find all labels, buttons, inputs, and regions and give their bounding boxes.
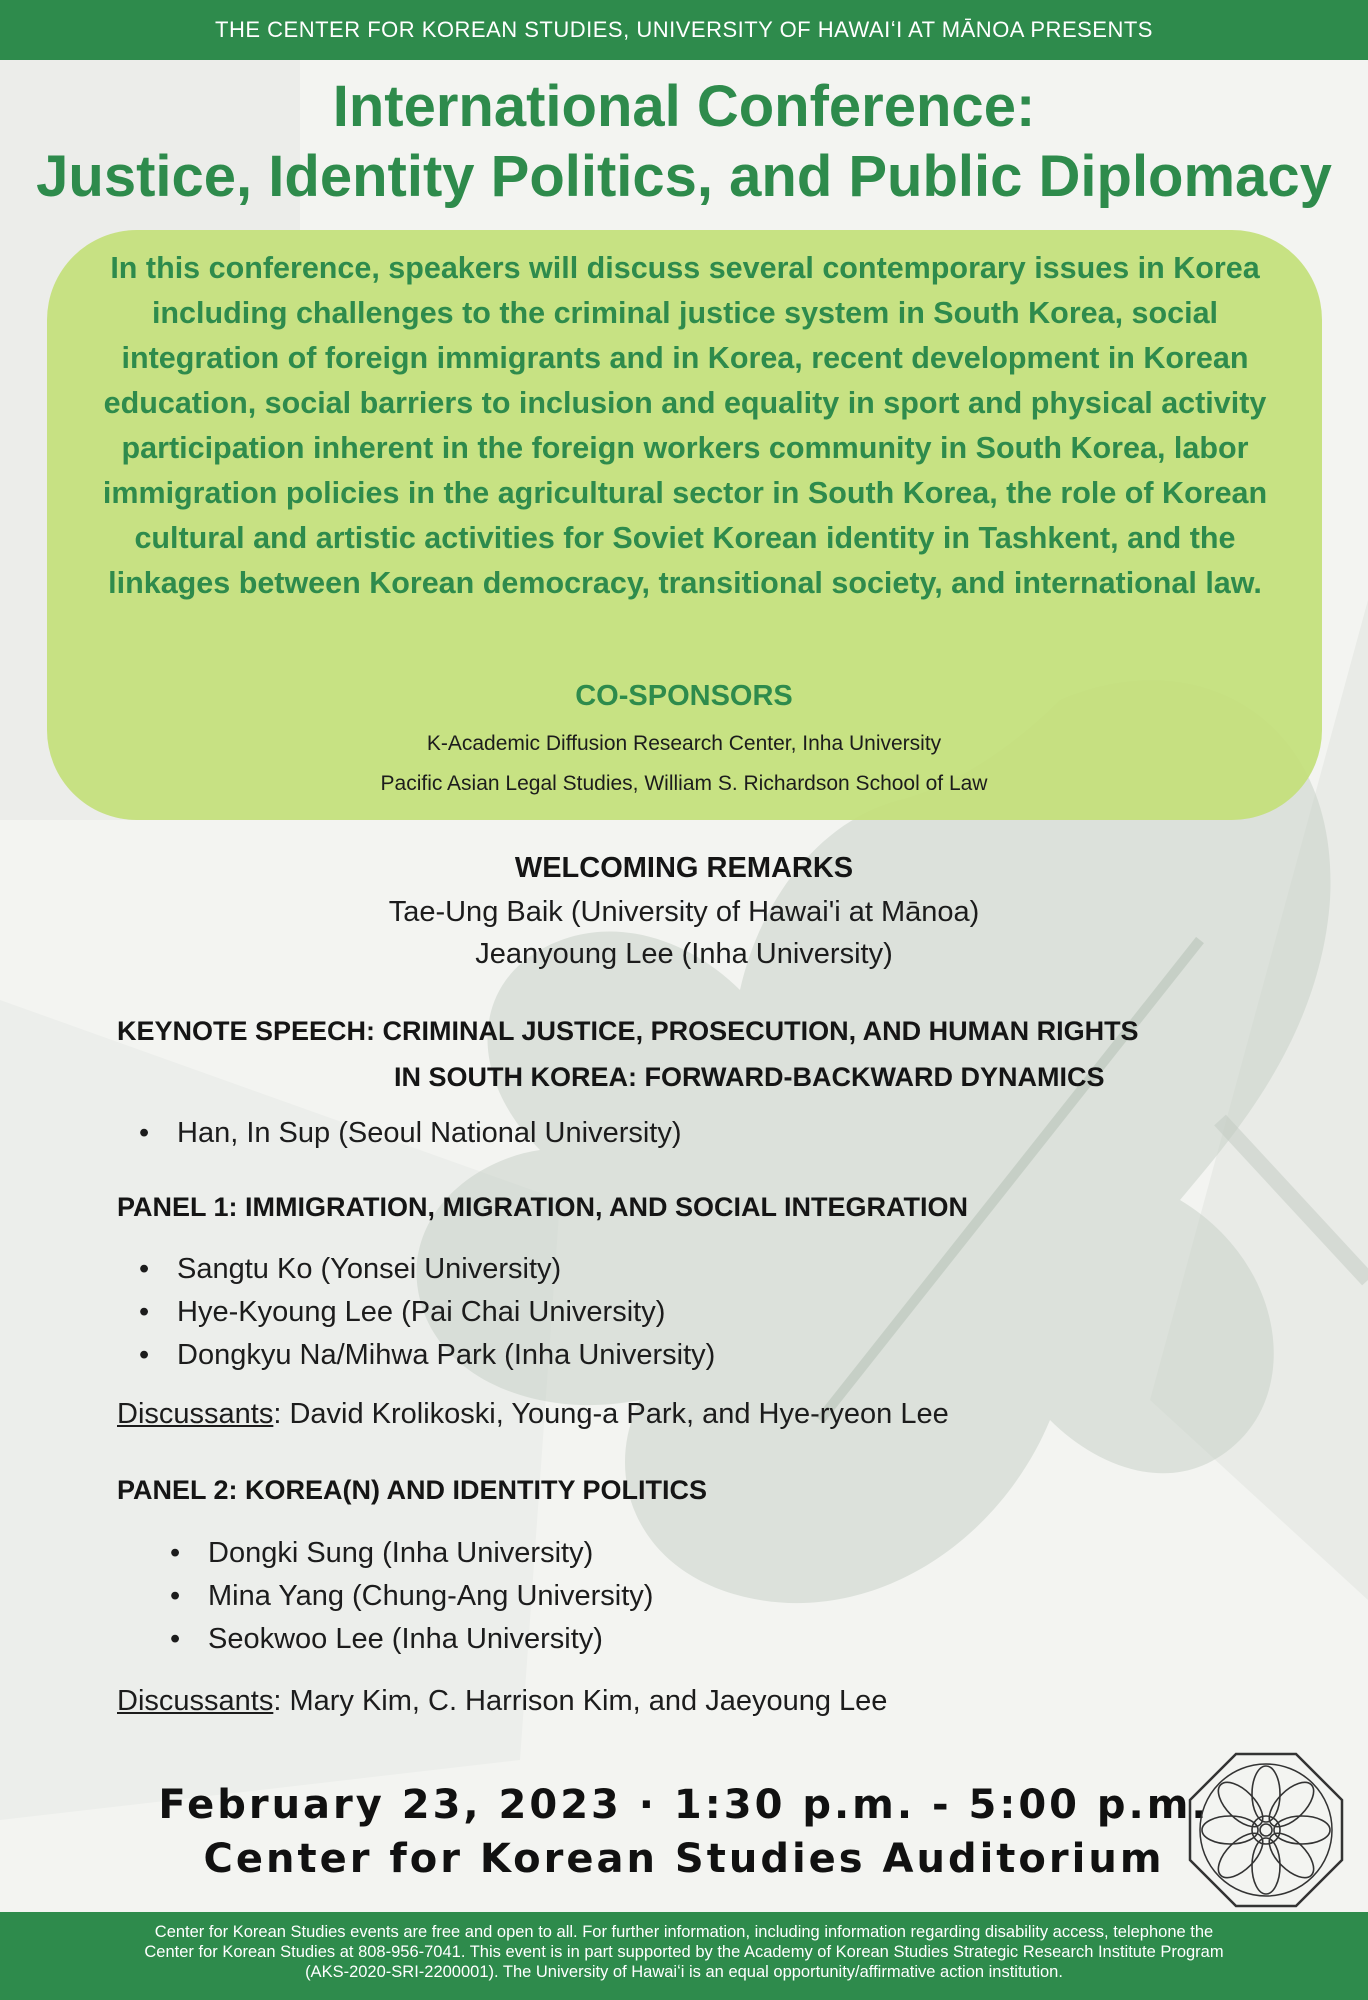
keynote-heading-line-2: IN SOUTH KOREA: FORWARD-BACKWARD DYNAMICS [394, 1062, 1105, 1092]
panel-2-speaker-list [208, 1532, 653, 1661]
panel-2-heading: PANEL 2: KOREA(N) AND IDENTITY POLITICS [117, 1475, 708, 1505]
panel-2-speaker: • Mina Yang (Chung-Ang University) [208, 1575, 653, 1618]
discussants-label: Discussants [117, 1398, 274, 1430]
panel-2-discussants [117, 1685, 887, 1718]
presenter-banner: THE CENTER FOR KOREAN STUDIES, UNIVERSITY OF HAWAIʻI AT MĀNOA PRESENTS [0, 0, 1368, 60]
panel-1-discussants [117, 1398, 949, 1431]
panel-1-heading: PANEL 1: IMMIGRATION, MIGRATION, AND SOCIAL INTEGRATION [117, 1192, 968, 1222]
conference-title-line-1: International Conference: [332, 74, 1036, 139]
discussants-names: : Mary Kim, C. Harrison Kim, and Jaeyoung Lee [273, 1685, 888, 1717]
keynote-speaker-list [177, 1112, 682, 1155]
event-venue: Center for Korean Studies Auditorium [203, 1836, 1165, 1882]
korean-studies-seal-icon [1186, 1750, 1346, 1910]
panel-1-speaker: • Dongkyu Na/Mihwa Park (Inha University) [177, 1334, 715, 1377]
discussants-names: : David Krolikoski, Young-a Park, and Hye-ryeon Lee [273, 1398, 949, 1430]
keynote-heading-line-1: KEYNOTE SPEECH: CRIMINAL JUSTICE, PROSECUTION, AND HUMAN RIGHTS [117, 1016, 1139, 1046]
welcoming-remarks-heading: WELCOMING REMARKS [514, 852, 854, 884]
welcoming-speaker: Jeanyoung Lee (Inha University) [475, 938, 893, 970]
keynote-heading [117, 1008, 1217, 1100]
footer-line-3: (AKS-2020-SRI-2200001). The University of Hawaiʻi is an equal opportunity/affirmative action institution. [305, 1963, 1063, 1981]
panel-1-speaker-list [177, 1248, 715, 1377]
panel-2-speaker: • Seokwoo Lee (Inha University) [208, 1618, 653, 1661]
event-datetime: February 23, 2023 · 1:30 p.m. - 5:00 p.m. [158, 1782, 1210, 1828]
discussants-label: Discussants [117, 1685, 274, 1717]
footer-disclaimer [0, 1912, 1368, 2000]
footer-line-1: Center for Korean Studies events are free and open to all. For further information, including information regarding disability access, telephone the [154, 1923, 1214, 1941]
conference-title-line-2: Justice, Identity Politics, and Public Diplomacy [36, 144, 1332, 209]
panel-1-speaker: • Sangtu Ko (Yonsei University) [177, 1248, 715, 1291]
cosponsor-item: Pacific Asian Legal Studies, William S. Richardson School of Law [380, 772, 988, 795]
panel-1-speaker: • Hye-Kyoung Lee (Pai Chai University) [177, 1291, 715, 1334]
cosponsor-item: K-Academic Diffusion Research Center, Inha University [426, 732, 942, 755]
footer-line-2: Center for Korean Studies at 808-956-7041. This event is in part supported by the Academy of Korean Studies Strategic Research Institute Program [144, 1943, 1224, 1961]
conference-summary: In this conference, speakers will discuss several contemporary issues in Korea including challenges to the criminal justice system in South Korea, social integration of foreign immigrants and in Korea, recent development in Korean education, social barriers to inclusion and equality in sport and physical activity participation inherent in the foreign workers community in South Korea, labor immigration policies in the agricultural sector in South Korea, the role of Korean cultural and artistic activities for Soviet Korean identity in Tashkent, and the linkages between Korean democracy, transitional society, and international law. [102, 251, 1268, 600]
welcoming-speaker: Tae-Ung Baik (University of Hawai'i at Mānoa) [388, 896, 980, 928]
cosponsors-heading: CO-SPONSORS [575, 680, 793, 712]
conference-title [0, 72, 1368, 212]
keynote-speaker: • Han, In Sup (Seoul National University) [177, 1112, 682, 1155]
panel-2-speaker: • Dongki Sung (Inha University) [208, 1532, 653, 1575]
